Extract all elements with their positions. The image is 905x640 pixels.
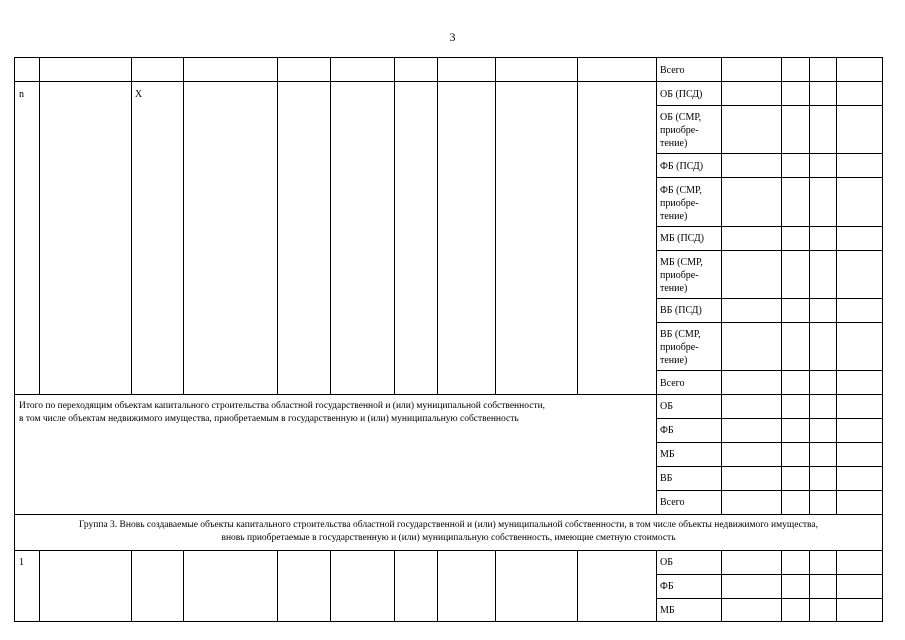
total-text-line: в том числе объектам недвижимого имущества, приобретаемым в государственную и (или) муниципальную собственность [19,414,519,424]
source-label: ФБ (ПСД) [660,161,704,172]
column-divider [183,57,184,394]
source-label: приобре- [660,270,699,281]
source-label: ВБ (ПСД) [660,305,702,316]
column-divider [330,57,331,394]
group-header-line: вновь приобретаемые в государственную и (или) муниципальную собственность, имеющие сметную стоимость [221,533,676,543]
source-label: МБ [660,605,675,616]
column-divider [437,550,438,622]
row-divider [14,514,883,515]
source-label: ОБ [660,557,673,568]
source-row-divider [656,442,883,443]
column-divider [277,57,278,394]
column-divider [495,550,496,622]
row-number: 1 [19,557,24,568]
group-header-line: Группа 3. Вновь создаваемые объекты капитального строительства областной государственной и (или) муниципальной собственности, в том числе объекты недвижимого имущества, [79,520,818,530]
source-label: МБ (ПСД) [660,233,705,244]
value-column-divider [809,550,810,622]
source-row-divider [656,490,883,491]
source-label: ВБ [660,473,673,484]
column-divider [183,550,184,622]
source-row-divider [656,250,883,251]
source-label: Всего [660,497,685,508]
column-divider [131,57,132,394]
row-divider [14,394,883,395]
column-divider [577,550,578,622]
source-row-divider [656,598,883,599]
column-divider [394,550,395,622]
value-column-divider [781,57,782,514]
column-divider [495,57,496,394]
row-number: n [19,89,24,100]
source-label: ОБ [660,401,673,412]
source-row-divider [656,298,883,299]
source-label: МБ (СМР, [660,257,703,268]
row-divider [14,550,883,551]
total-label: Всего [660,65,685,76]
source-label: ФБ [660,581,674,592]
source-label: Всего [660,378,685,389]
source-row-divider [656,105,883,106]
source-row-divider [656,322,883,323]
table-border-top [14,57,883,58]
budget-table [14,57,883,622]
row-marker: Х [135,89,143,100]
source-label: приобре- [660,198,699,209]
source-label: ФБ [660,425,674,436]
source-label: тение) [660,283,688,294]
source-label: тение) [660,138,688,149]
column-divider [39,550,40,622]
source-row-divider [656,370,883,371]
column-divider [437,57,438,394]
total-text-line: Итого по переходящим объектам капитального строительства областной государственной и (или) муниципальной собственности, [19,401,546,411]
value-column-divider [836,57,837,514]
value-column-divider [781,550,782,622]
value-column-divider [836,550,837,622]
source-label: приобре- [660,125,699,136]
source-row-divider [656,226,883,227]
value-column-divider [809,57,810,514]
source-label: приобре- [660,342,699,353]
value-column-divider [721,57,722,514]
source-column-divider [656,57,657,514]
column-divider [131,550,132,622]
column-divider [277,550,278,622]
page-number: 3 [449,30,456,44]
column-divider [394,57,395,394]
value-column-divider [721,550,722,622]
source-row-divider [656,574,883,575]
source-label: ОБ (ПСД) [660,89,703,100]
source-label: тение) [660,211,688,222]
column-divider [577,57,578,394]
source-label: тение) [660,355,688,366]
row-divider [14,81,883,82]
source-label: ФБ (СМР, [660,185,702,196]
source-label: МБ [660,449,675,460]
source-label: ВБ (СМР, [660,329,701,340]
source-column-divider [656,550,657,622]
source-row-divider [656,418,883,419]
source-row-divider [656,153,883,154]
column-divider [39,57,40,394]
column-divider [330,550,331,622]
table-border-bottom [14,621,883,622]
source-row-divider [656,466,883,467]
source-row-divider [656,177,883,178]
source-label: ОБ (СМР, [660,112,702,123]
